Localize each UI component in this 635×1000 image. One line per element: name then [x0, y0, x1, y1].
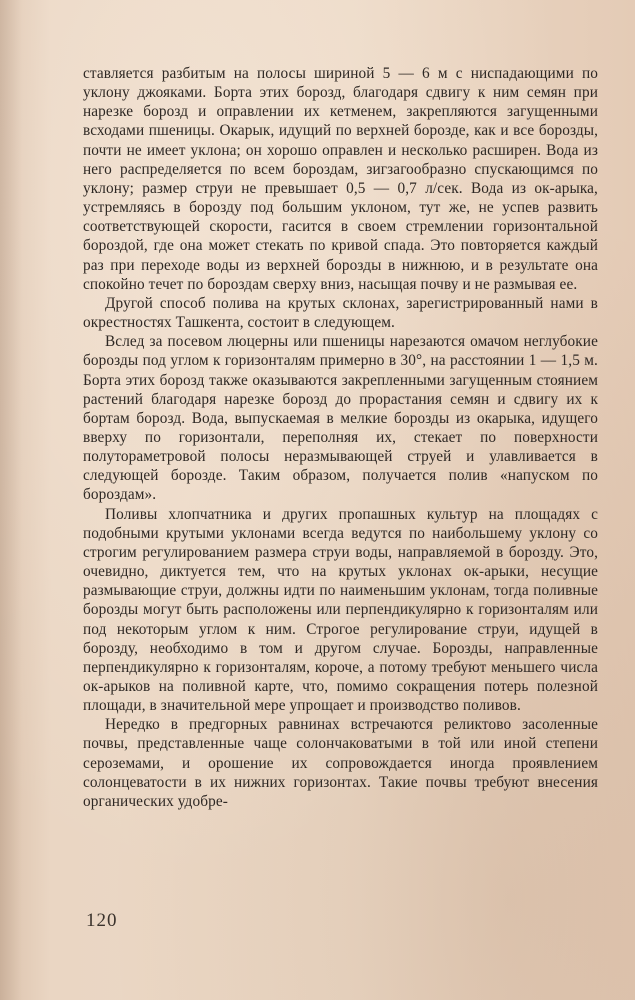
paragraph-continuation: ставляется разбитым на полосы шириной 5 — 6 м с ниспадающими по уклону джояками. Борта этих борозд, благодаря сдвигу к ним семян при нарезке борозд и оправлении их кетменем, закрепляются загущенными всходами пшеницы. Окарык, идущий по верхней борозде, как и все борозды, почти не имеет уклона; он хорошо оправлен и несколько расширен. Вода из него распределяется по всем бороздам, зигзагообразно спускающимся по уклону; размер струи не превышает 0,5 — 0,7 л/сек. Вода из ок-арыка, устремляясь в борозду под большим уклоном, тут же, не успев развить соответствующей скорости, гасится в своем стремлении горизонтальной бороздой, где она может стекать по кривой спада. Это повторяется каждый раз при переходе воды из верхней борозды в нижнюю, и в результате она спокойно течет по бороздам сверху вниз, насыщая почву и не размывая ее. — [83, 65, 598, 293]
paragraph-cotton-irrigation: Поливы хлопчатника и других пропашных культур на площадях с подобными крутыми уклонами всегда ведутся по наибольшему уклону со строгим регулированием размера струи воды, направляемой в борозду. Это, очевидно, диктуется тем, что на крутых уклонах ок-арыки, несущие размывающие струи, должны идти по наименьшим уклонам, тогда поливные борозды могут быть расположены или перпендикулярно к горизонталям или под некоторым углом к ним. Строгое регулирование струи, идущей в борозду, необходимо в том и другом случае. Борозды, направленные перпендикулярно к горизонталям, короче, а потому требуют меньшего числа ок-арыков на поливной карте, что, помимо сокращения потерь полезной площади, в значительной мере упрощает и производство поливов. — [83, 505, 598, 715]
paragraph-furrow-flooding: Вслед за посевом люцерны или пшеницы нарезаются омачом неглубокие борозды под углом к горизонталям примерно в 30°, на расстоянии 1 — 1,5 м. Борта этих борозд также оказываются закрепленными загущенным стоянием растений благодаря нарезке борозд до прорастания семян и сдвигу их к бортам борозд. Вода, выпускаемая в мелкие борозды из окарыка, идущего вверху по горизонтали, переполняя их, стекает по поверхности полутораметровой полосы неразмывающей струей и улавливается в следующей борозде. Таким образом, получается полив «напуском по бороздам». — [83, 333, 598, 504]
page-number: 120 — [86, 910, 118, 931]
body-text — [83, 64, 598, 811]
binding-shadow — [0, 0, 22, 1000]
paragraph-saline-soils: Нередко в предгорных равнинах встречаются реликтово засоленные почвы, представленные чаще солончаковатыми в той или иной степени сероземами, и орошение их сопровождается иногда проявлением солонцеватости в их нижних горизонтах. Такие почвы требуют внесения органических удобре- — [83, 716, 598, 810]
paragraph-second-method: Другой способ полива на крутых склонах, зарегистрированный нами в окрестностях Ташкента, состоит в следующем. — [83, 294, 598, 332]
